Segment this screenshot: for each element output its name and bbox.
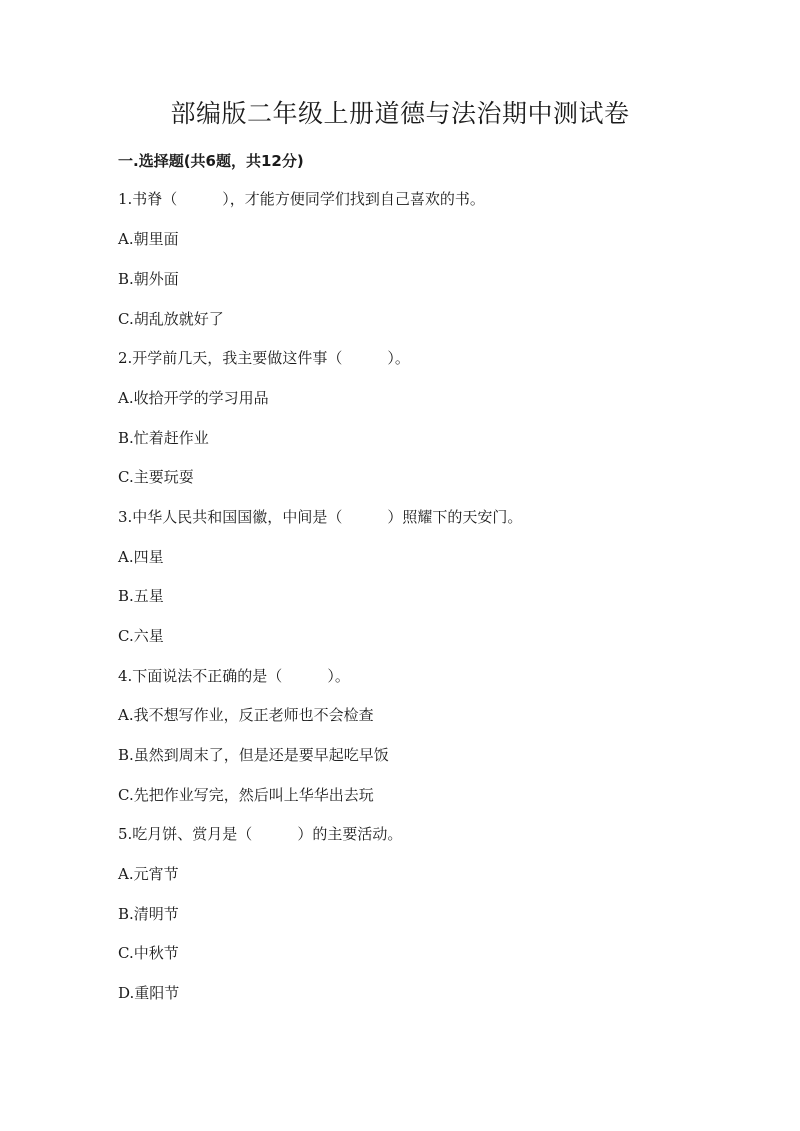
option-text: B.朝外面 [118, 270, 179, 288]
option-text: B.清明节 [118, 905, 179, 923]
section-heading: 一.选择题(共6题，共12分) [118, 152, 304, 170]
option-text: C.中秋节 [118, 944, 179, 962]
question-stem: 4.下面说法不正确的是（ ）。 [118, 667, 350, 685]
option-text: A.我不想写作业，反正老师也不会检查 [118, 706, 374, 724]
option-text: A.四星 [118, 548, 164, 566]
option-text: D.重阳节 [118, 984, 180, 1002]
question-stem: 1.书脊（ ），才能方便同学们找到自己喜欢的书。 [118, 190, 485, 208]
page-title: 部编版二年级上册道德与法治期中测试卷 [170, 99, 630, 128]
option-text: A.元宵节 [118, 865, 179, 883]
option-text: C.胡乱放就好了 [118, 310, 224, 328]
option-text: B.虽然到周末了，但是还是要早起吃早饭 [118, 746, 389, 764]
question-stem: 2.开学前几天，我主要做这件事（ ）。 [118, 349, 410, 367]
question-stem: 3.中华人民共和国国徽，中间是（ ）照耀下的天安门。 [118, 508, 523, 526]
option-text: B.五星 [118, 587, 164, 605]
option-text: A.收拾开学的学习用品 [118, 389, 269, 407]
option-text: C.先把作业写完，然后叫上华华出去玩 [118, 786, 374, 804]
question-stem: 5.吃月饼、赏月是（ ）的主要活动。 [118, 825, 403, 843]
option-text: C.六星 [118, 627, 164, 645]
option-text: A.朝里面 [118, 230, 179, 248]
option-text: C.主要玩耍 [118, 468, 194, 486]
option-text: B.忙着赶作业 [118, 429, 209, 447]
